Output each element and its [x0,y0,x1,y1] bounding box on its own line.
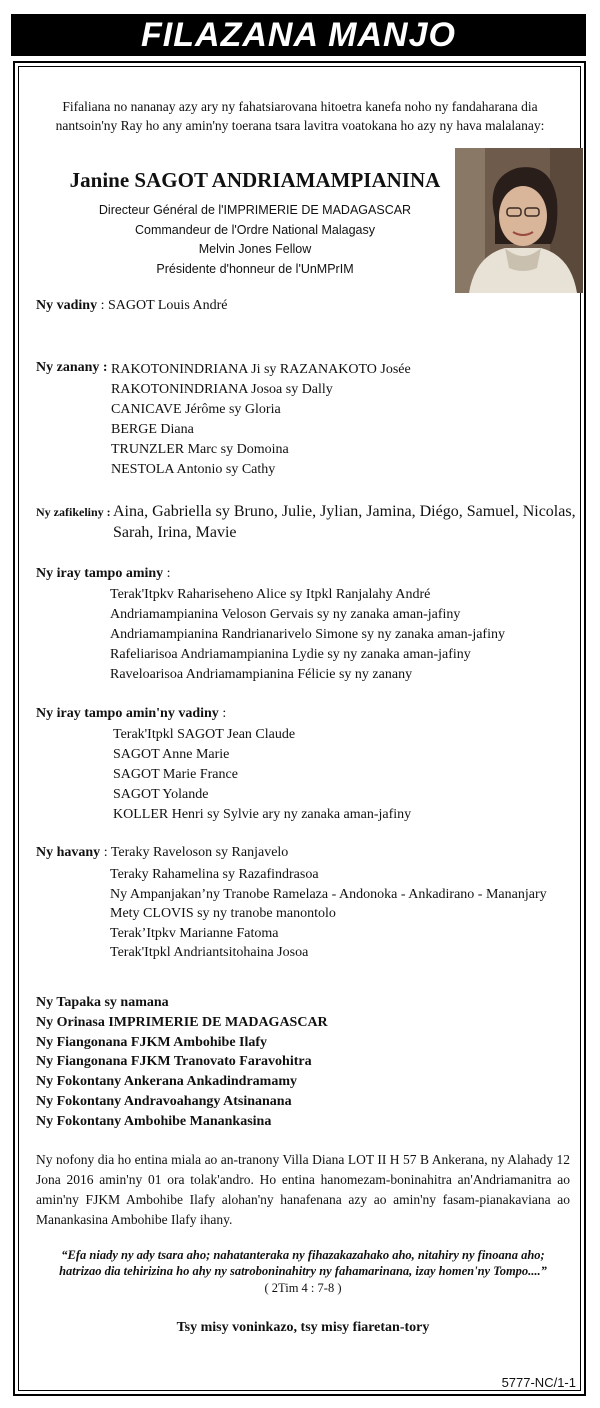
relatives-list [110,865,547,963]
organization-item: Ny Fokontany Ankerana Ankadindramamy [36,1074,298,1090]
intro-text: Fifaliana no nananay azy ary ny fahatsiarovana hitoetra kanefa noho ny fandaharana dia nantsoin'ny Ray ho any amin'ny toerana tsara lavitra voatokana ho azy ny hava malalanay: [55,99,545,133]
spouse-siblings-label: Ny iray tampo amin'ny vadiny [36,706,219,721]
list-item: Teraky Rahamelina sy Razafindrasoa [110,867,319,882]
children-label-row: Ny zanany : [36,360,108,375]
list-item: Andriamampianina Veloson Gervais sy ny zanaka aman-jafiny [110,607,461,622]
grandchildren-label-row: Ny zafikeliny : [36,505,111,519]
children-list [111,360,411,480]
list-item: Terak’Itpkv Marianne Fatoma [110,925,279,941]
grandchildren-line: Sarah, Irina, Mavie [113,524,237,541]
funeral-details: Ny nofony dia ho entina miala ao an-tranony Villa Diana LOT II H 57 B Ankerana, ny Alahady 12 Jona 2016 amin'ny 01 ora tolak'andro. Ho entina hanomezam-boninahitra an'Andriamanitra ao amin'ny FJKM Ambohibe Ilafy alohan'ny hanafenana azy ao amin'ny fasam-pianakaviana ao Manankasina Ambohibe Ilafy ihany. [36,1152,570,1227]
list-item: RAKOTONINDRIANA Ji sy RAZANAKOTO Josée [111,362,411,377]
organization-item: Ny Orinasa IMPRIMERIE DE MADAGASCAR [36,1014,328,1030]
spouse-siblings-label-row: Ny iray tampo amin'ny vadiny : [36,706,227,721]
siblings-label-row: Ny iray tampo aminy : [36,566,171,581]
siblings-label: Ny iray tampo aminy [36,566,164,581]
relatives-label: Ny havany [36,845,101,860]
list-item: RAKOTONINDRIANA Josoa sy Dally [111,382,333,397]
organizations-list [36,993,328,1132]
organization-item: Ny Fokontany Ambohibe Manankasina [36,1113,272,1129]
children-label: Ny zanany [36,360,100,375]
reference-code: 5777-NC/1-1 [501,1375,576,1390]
spouse-row [36,298,228,314]
list-item: Rafeliarisoa Andriamampianina Lydie sy ny zanaka aman-jafiny [110,647,471,662]
list-item: SAGOT Marie France [113,767,238,782]
organization-item: Ny Fiangonana FJKM Ambohibe Ilafy [36,1034,268,1050]
deceased-name: Janine SAGOT ANDRIAMAMPIANINA [69,168,441,192]
deceased-titles [60,201,450,279]
deceased-title-line: Commandeur de l'Ordre National Malagasy [135,222,375,237]
relatives-row [36,845,288,861]
deceased-title-line: Melvin Jones Fellow [198,242,312,256]
deceased-title-line: Directeur Général de l'IMPRIMERIE DE MADAGASCAR [98,203,412,217]
list-item: Terak'Itpkl Andriantsitohaina Josoa [110,945,309,960]
quote-reference: ( 2Tim 4 : 7-8 ) [264,1281,342,1295]
list-item: CANICAVE Jérôme sy Gloria [111,402,281,417]
organization-item: Ny Fokontany Andravoahangy Atsinanana [36,1093,292,1109]
list-item: Terak'Itpkl SAGOT Jean Claude [113,727,296,742]
spouse-siblings-list [113,725,411,825]
list-item: SAGOT Anne Marie [113,747,230,762]
list-item: SAGOT Yolande [113,787,209,802]
deceased-title-line: Présidente d'honneur de l'UnMPrIM [156,261,354,276]
quote-line: hatrizao dia tehirizina ho ahy ny satroboninahitry ny fahamarinana, izay homen'ny Tompo....” [59,1264,547,1278]
list-item: Raveloarisoa Andriamampianina Félicie sy ny zanany [110,667,413,682]
announcement-title: FILAZANA MANJO [11,14,586,56]
list-item: Andriamampianina Randrianarivelo Simone sy ny zanaka aman-jafiny [110,627,505,642]
grandchildren-label: Ny zafikeliny [36,505,104,519]
bible-quote [36,1247,570,1279]
grandchildren-line: Aina, Gabriella sy Bruno, Julie, Jylian, Jamina, Diégo, Samuel, Nicolas, [113,503,576,520]
list-item: Mety CLOVIS sy ny tranobe manontolo [110,906,336,921]
closing-note: Tsy misy voninkazo, tsy misy fiaretan-tory [176,1320,430,1335]
spouse-value: : SAGOT Louis André [100,298,228,313]
quote-line: “Efa niady ny ady tsara aho; nahatanteraka ny fihazakazahako aho, nitahiry ny finoana aho; [61,1248,545,1262]
list-item: Ny Ampanjakan’ny Tranobe Ramelaza - Andonoka - Ankadirano - Mananjary [110,886,547,902]
organization-item: Ny Tapaka sy namana [36,995,169,1010]
list-item: NESTOLA Antonio sy Cathy [111,462,276,477]
siblings-list [110,585,505,685]
grandchildren-list [113,501,576,543]
list-item: KOLLER Henri sy Sylvie ary ny zanaka aman-jafiny [113,807,412,822]
list-item: BERGE Diana [111,422,194,437]
spouse-label: Ny vadiny [36,298,98,313]
list-item: TRUNZLER Marc sy Domoina [111,442,289,457]
organization-item: Ny Fiangonana FJKM Tranovato Faravohitra [36,1054,312,1070]
relatives-first: : Teraky Raveloson sy Ranjavelo [103,845,289,860]
list-item: Terak'Itpkv Rahariseheno Alice sy Itpkl Ranjalahy André [110,587,431,602]
portrait-photo [455,148,583,293]
portrait-illustration [455,148,583,293]
